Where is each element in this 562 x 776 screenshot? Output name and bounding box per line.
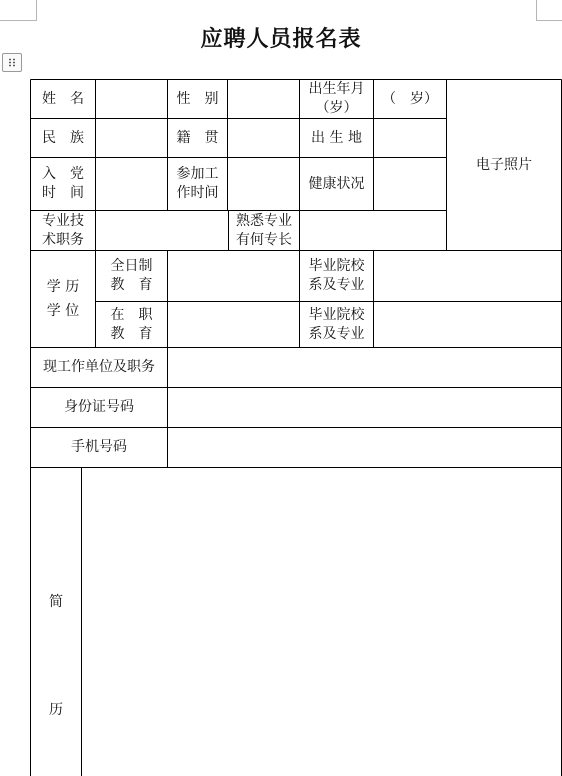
fulltime-school-label: 毕业院校 系及专业: [308, 258, 365, 293]
age-field[interactable]: （ 岁）: [382, 90, 438, 107]
current-job-field[interactable]: [168, 348, 561, 387]
education-label: 学 历 学 位: [46, 279, 80, 319]
birthplace-label: 出 生 地: [311, 129, 362, 146]
gender-label: 性 别: [176, 90, 219, 107]
id-number-field[interactable]: [168, 388, 561, 427]
professional-title-label: 专业技 术职务: [42, 212, 84, 248]
fulltime-education-field[interactable]: [168, 251, 299, 301]
phone-label: 手机号码: [71, 439, 127, 455]
id-number-label: 身份证号码: [64, 399, 134, 415]
page-title: 应聘人员报名表: [200, 26, 362, 52]
inservice-school-label: 毕业院校 系及专业: [308, 306, 365, 342]
resume-label-char-1: 简: [49, 593, 63, 610]
fulltime-school-field[interactable]: [374, 251, 561, 301]
party-join-field[interactable]: [96, 158, 167, 210]
health-field[interactable]: [374, 158, 446, 210]
specialty-field[interactable]: [300, 211, 446, 250]
gender-field[interactable]: [228, 80, 299, 118]
specialty-label: 熟悉专业 有何专长: [236, 212, 292, 248]
ethnicity-field[interactable]: [96, 119, 167, 157]
native-place-field[interactable]: [228, 119, 299, 157]
inservice-school-field[interactable]: [374, 302, 561, 347]
health-label: 健康状况: [308, 175, 365, 192]
birthplace-field[interactable]: [374, 119, 446, 157]
professional-title-field[interactable]: [96, 211, 228, 250]
fulltime-education-label: 全日制 教 育: [110, 258, 153, 293]
inservice-education-label: 在 职 教 育: [110, 306, 153, 342]
photo-placeholder[interactable]: 电子照片: [476, 156, 532, 173]
work-start-field[interactable]: [228, 158, 299, 210]
name-field[interactable]: [96, 80, 167, 118]
party-join-label: 入 党 时 间: [42, 166, 84, 201]
resume-label-char-2: 历: [49, 701, 63, 718]
work-start-label: 参加工 作时间: [176, 166, 219, 201]
birth-date-label: 出生年月 （岁）: [308, 81, 365, 116]
phone-field[interactable]: [168, 428, 561, 467]
inservice-education-field[interactable]: [168, 302, 299, 347]
native-place-label: 籍 贯: [176, 129, 219, 146]
current-job-label: 现工作单位及职务: [43, 359, 155, 375]
resume-field[interactable]: [82, 468, 561, 776]
name-label: 姓 名: [42, 90, 84, 107]
ethnicity-label: 民 族: [42, 129, 84, 146]
